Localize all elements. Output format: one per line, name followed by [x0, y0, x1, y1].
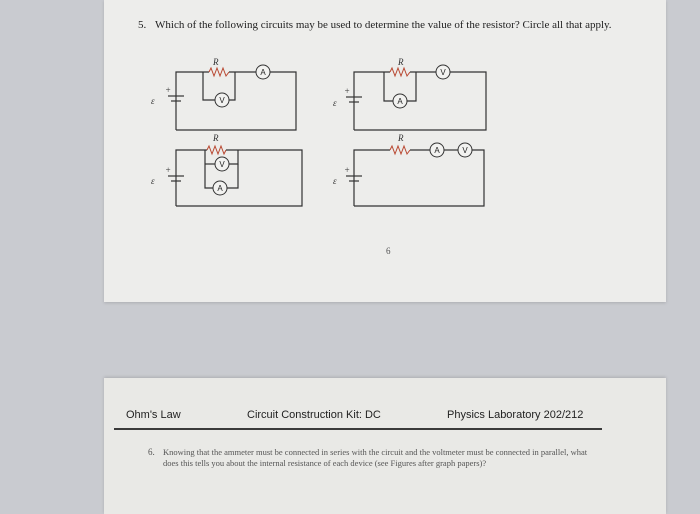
plus-label: +	[344, 165, 351, 175]
ammeter-label: A	[434, 146, 440, 155]
header-title-right: Physics Laboratory 202/212	[447, 409, 584, 421]
emf-label: ε	[333, 176, 337, 186]
header-divider	[114, 428, 602, 430]
resistor-label: R	[213, 133, 219, 143]
voltmeter-label: V	[440, 68, 446, 77]
resistor-label: R	[398, 133, 404, 143]
resistor-label: R	[398, 57, 404, 67]
question-5-text: Which of the following circuits may be used to determine the value of the resistor? Circle all that apply.	[155, 19, 612, 31]
plus-label: +	[165, 85, 172, 95]
ammeter-label: A	[397, 97, 403, 106]
circuit-1	[151, 57, 296, 130]
resistor-label: R	[213, 57, 219, 67]
header-title-left: Ohm's Law	[126, 409, 181, 421]
question-6-number: 6.	[148, 447, 155, 457]
voltmeter-label: V	[219, 160, 225, 169]
emf-label: ε	[333, 98, 337, 108]
circuit-3	[151, 133, 302, 206]
circuit-2	[333, 57, 486, 130]
question-6-text: Knowing that the ammeter must be connected in series with the circuit and the voltmeter must be connected in parallel, what does this tells you about the internal resistance of each device (see Figures after graph papers)?	[163, 447, 588, 468]
voltmeter-label: V	[462, 146, 468, 155]
emf-label: ε	[151, 96, 155, 106]
circuit-4	[333, 133, 484, 206]
voltmeter-label: V	[219, 96, 225, 105]
emf-label: ε	[151, 176, 155, 186]
plus-label: +	[344, 86, 351, 96]
header-title-middle: Circuit Construction Kit: DC	[247, 409, 381, 421]
page-number: 6	[386, 246, 391, 256]
ammeter-label: A	[217, 184, 223, 193]
plus-label: +	[165, 165, 172, 175]
question-5-number: 5.	[138, 19, 147, 31]
ammeter-label: A	[260, 68, 266, 77]
